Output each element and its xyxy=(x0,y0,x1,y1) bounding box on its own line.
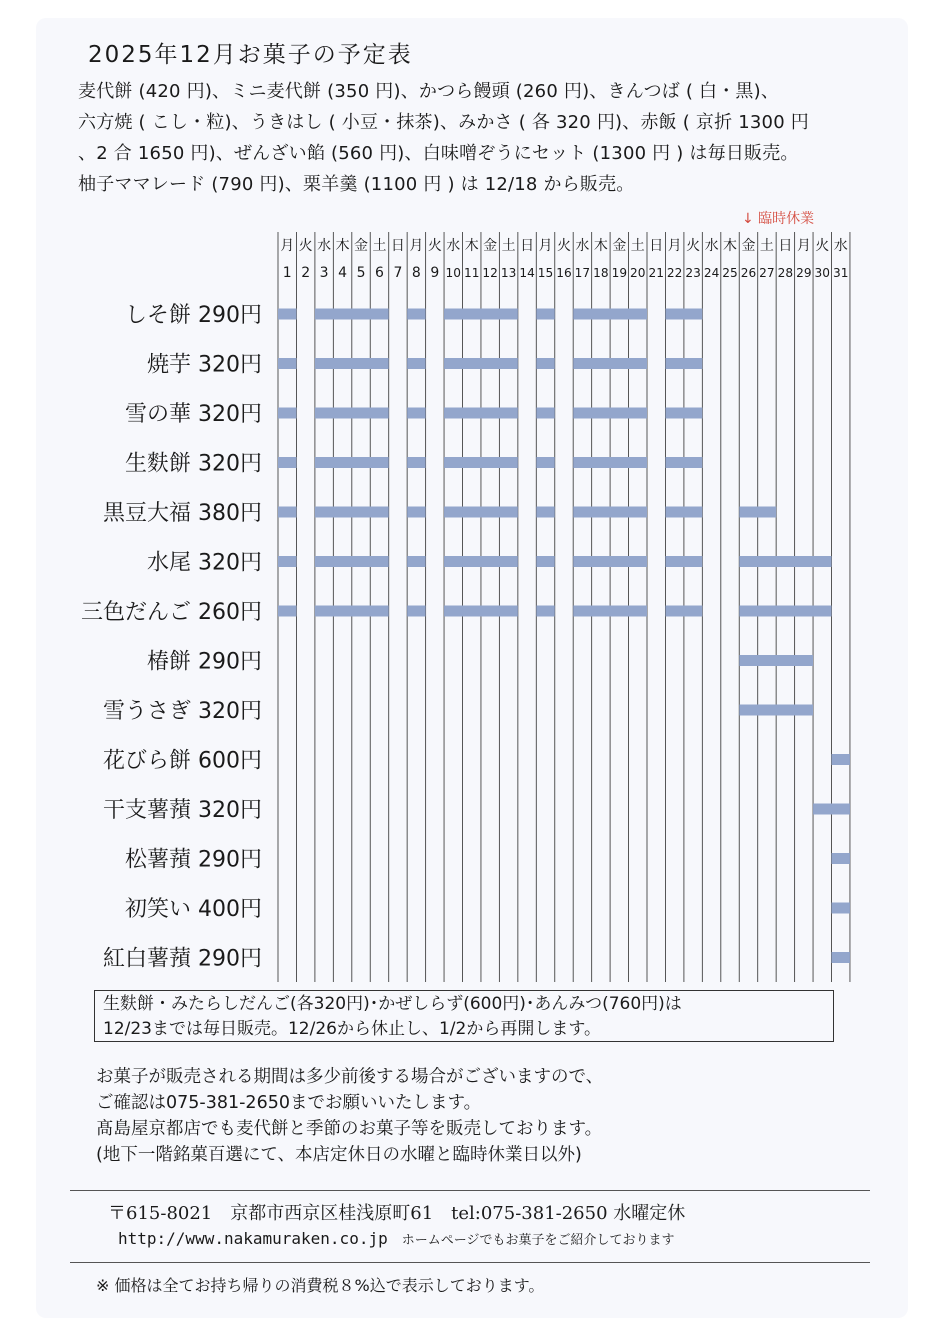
availability-bar xyxy=(739,556,831,567)
product-label: 初笑い 400円 xyxy=(125,897,262,922)
date-label: 30 xyxy=(814,266,831,280)
date-label: 24 xyxy=(703,266,720,280)
product-label: 黒豆大福 380円 xyxy=(103,501,262,526)
availability-bar xyxy=(315,408,389,419)
product-label: 椿餅 290円 xyxy=(147,649,262,675)
date-label: 3 xyxy=(319,265,329,281)
weekday-label: 木 xyxy=(593,238,608,254)
availability-bar xyxy=(832,903,850,914)
weekday-label: 土 xyxy=(372,238,387,254)
weekday-label: 火 xyxy=(556,238,571,254)
availability-bar xyxy=(536,309,554,320)
date-label: 21 xyxy=(648,266,664,280)
availability-bar xyxy=(444,309,518,320)
date-label: 15 xyxy=(537,266,554,280)
availability-bar xyxy=(407,408,425,419)
intro-line: 麦代餅 (420 円)、ミニ麦代餅 (350 円)、かつら饅頭 (260 円)、きんつば ( 白・黒)、 xyxy=(78,81,780,102)
date-label: 27 xyxy=(759,266,775,280)
availability-bar xyxy=(315,309,389,320)
info-line: (地下一階銘菓百選にて、本店定休日の水曜と臨時休業日以外) xyxy=(96,1145,582,1165)
availability-bar xyxy=(278,358,296,369)
info-paragraph xyxy=(96,1064,603,1168)
info-line: ご確認は075-381-2650までお願いいたします。 xyxy=(96,1093,482,1113)
date-label: 9 xyxy=(430,265,440,281)
availability-bar xyxy=(832,952,850,963)
availability-bar xyxy=(407,457,425,468)
availability-bar xyxy=(444,556,518,567)
availability-bar xyxy=(536,358,554,369)
date-label: 11 xyxy=(464,266,480,280)
availability-bar xyxy=(444,606,518,617)
website-link[interactable]: http://www.nakamuraken.co.jp xyxy=(118,1229,388,1248)
date-label: 29 xyxy=(796,266,812,280)
product-label: 雪うさぎ 320円 xyxy=(103,699,262,724)
availability-bar xyxy=(278,606,296,617)
availability-bar xyxy=(573,556,647,567)
weekday-label: 火 xyxy=(427,238,442,254)
weekday-label: 金 xyxy=(612,238,627,254)
product-label: 焼芋 320円 xyxy=(147,352,262,378)
weekday-label: 月 xyxy=(538,238,553,254)
availability-bar xyxy=(813,804,850,815)
weekday-label: 土 xyxy=(501,238,516,254)
date-label: 1 xyxy=(282,265,292,281)
availability-bar xyxy=(573,408,647,419)
weekday-label: 日 xyxy=(649,238,664,254)
availability-bar xyxy=(278,556,296,567)
weekday-label: 水 xyxy=(317,238,332,254)
info-line: お菓子が販売される期間は多少前後する場合がございますので、 xyxy=(96,1067,604,1087)
availability-bar xyxy=(739,606,831,617)
availability-bar xyxy=(315,556,389,567)
weekday-label: 月 xyxy=(667,238,682,254)
availability-bar xyxy=(536,457,554,468)
availability-bar xyxy=(278,507,296,518)
availability-bar xyxy=(407,606,425,617)
date-label: 5 xyxy=(356,265,366,281)
availability-bar xyxy=(739,705,813,716)
availability-bar xyxy=(444,358,518,369)
weekday-label: 土 xyxy=(759,238,774,254)
weekday-label: 土 xyxy=(630,238,645,254)
weekday-label: 水 xyxy=(704,238,719,254)
availability-bar xyxy=(665,408,702,419)
page-title: 2025年12月お菓子の予定表 xyxy=(88,42,413,68)
availability-bar xyxy=(739,655,813,666)
weekday-label: 金 xyxy=(741,238,756,254)
weekday-label: 火 xyxy=(815,238,830,254)
product-label: 生麩餅 320円 xyxy=(125,451,262,477)
date-label: 12 xyxy=(482,266,498,280)
weekday-label: 火 xyxy=(298,238,313,254)
availability-bar xyxy=(444,408,518,419)
availability-bar xyxy=(665,309,702,320)
weekday-label: 火 xyxy=(686,238,701,254)
weekday-label: 月 xyxy=(796,238,811,254)
availability-bar xyxy=(444,457,518,468)
temporary-closure-label: ↓ 臨時休業 xyxy=(742,211,815,227)
availability-bar xyxy=(573,606,647,617)
date-label: 31 xyxy=(833,266,849,280)
notice-line: 生麩餅・みたらしだんご(各320円)･かぜしらず(600円)･あんみつ(760円)は xyxy=(103,994,682,1014)
availability-bar xyxy=(407,556,425,567)
intro-line: 柚子ママレード (790 円)、栗羊羹 (1100 円 ) は 12/18 から販売。 xyxy=(78,174,635,195)
weekday-label: 月 xyxy=(409,238,424,254)
weekday-label: 木 xyxy=(335,238,350,254)
product-label: 雪の華 320円 xyxy=(125,402,262,427)
date-label: 10 xyxy=(445,266,461,280)
weekday-label: 水 xyxy=(575,238,590,254)
availability-bar xyxy=(665,457,702,468)
weekday-label: 水 xyxy=(446,238,461,254)
weekday-label: 木 xyxy=(723,238,738,254)
footer-divider-bottom xyxy=(70,1262,870,1263)
availability-bar xyxy=(573,309,647,320)
availability-bar xyxy=(832,853,850,864)
info-line: 髙島屋京都店でも麦代餅と季節のお菓子等を販売しております。 xyxy=(96,1119,603,1139)
availability-bar xyxy=(573,457,647,468)
availability-bar xyxy=(665,556,702,567)
date-label: 7 xyxy=(393,265,403,281)
product-label: しそ餅 290円 xyxy=(125,303,262,328)
weekday-label: 日 xyxy=(778,238,793,254)
intro-line: 六方焼 ( こし・粒)、うきはし ( 小豆・抹茶)、みかさ ( 各 320 円)、赤飯 ( 京折 1300 円 xyxy=(78,112,809,133)
date-label: 20 xyxy=(630,266,646,280)
weekday-label: 日 xyxy=(520,238,535,254)
availability-bar xyxy=(278,309,296,320)
availability-bar xyxy=(536,408,554,419)
date-label: 18 xyxy=(593,266,609,280)
availability-bar xyxy=(315,358,389,369)
date-label: 4 xyxy=(338,265,348,281)
weekday-label: 金 xyxy=(483,238,498,254)
availability-bar xyxy=(739,507,776,518)
availability-bar xyxy=(665,606,702,617)
availability-bar xyxy=(407,507,425,518)
date-label: 17 xyxy=(574,266,591,280)
product-label: 水尾 320円 xyxy=(147,550,262,576)
date-label: 14 xyxy=(519,266,535,280)
availability-bar xyxy=(665,507,702,518)
availability-bar xyxy=(444,507,518,518)
product-label: 花びら餅 600円 xyxy=(103,748,262,774)
date-label: 6 xyxy=(375,265,384,281)
weekday-label: 日 xyxy=(390,238,405,254)
availability-bar xyxy=(536,507,554,518)
date-label: 25 xyxy=(722,266,738,280)
availability-bar xyxy=(315,606,389,617)
product-label: 三色だんご 260円 xyxy=(81,600,262,625)
date-label: 28 xyxy=(777,266,794,280)
availability-bar xyxy=(315,507,389,518)
weekday-label: 月 xyxy=(280,238,295,254)
product-label: 紅白薯蕷 290円 xyxy=(103,946,262,972)
date-label: 26 xyxy=(740,266,757,280)
availability-bar xyxy=(536,556,554,567)
weekday-label: 金 xyxy=(354,238,369,254)
availability-bar xyxy=(315,457,389,468)
date-label: 13 xyxy=(500,266,517,280)
notice-line: 12/23までは毎日販売。12/26から休止し、1/2から再開します。 xyxy=(103,1019,601,1039)
date-label: 23 xyxy=(685,266,701,280)
availability-bar xyxy=(407,309,425,320)
website-note: ホームページでもお菓子をご紹介しております xyxy=(401,1233,675,1248)
product-label: 松薯蕷 290円 xyxy=(125,847,262,873)
availability-bar xyxy=(278,408,296,419)
footer-divider-top xyxy=(70,1190,870,1191)
availability-bar xyxy=(407,358,425,369)
weekday-label: 木 xyxy=(464,238,479,254)
notice-box xyxy=(94,990,834,1042)
date-label: 8 xyxy=(411,265,421,281)
date-label: 19 xyxy=(611,266,628,280)
date-label: 22 xyxy=(666,266,683,280)
intro-line: 、2 合 1650 円)、ぜんざい餡 (560 円)、白味噌ぞうにセット (1300 円 ) は毎日販売。 xyxy=(78,143,799,164)
availability-bar xyxy=(665,358,702,369)
weekday-label: 水 xyxy=(833,238,848,254)
availability-bar xyxy=(278,457,296,468)
product-label: 干支薯蕷 320円 xyxy=(103,798,262,823)
availability-bar xyxy=(573,358,647,369)
website-line xyxy=(118,1229,674,1248)
shop-address: 〒615-8021 京都市西京区桂浅原町61 tel:075-381-2650 水曜定休 xyxy=(108,1203,686,1224)
availability-bar xyxy=(832,754,850,765)
availability-bar xyxy=(536,606,554,617)
date-label: 2 xyxy=(301,265,311,281)
tax-note: ※ 価格は全てお持ち帰りの消費税８%込で表示しております。 xyxy=(96,1276,545,1295)
availability-bar xyxy=(573,507,647,518)
date-label: 16 xyxy=(556,266,572,280)
